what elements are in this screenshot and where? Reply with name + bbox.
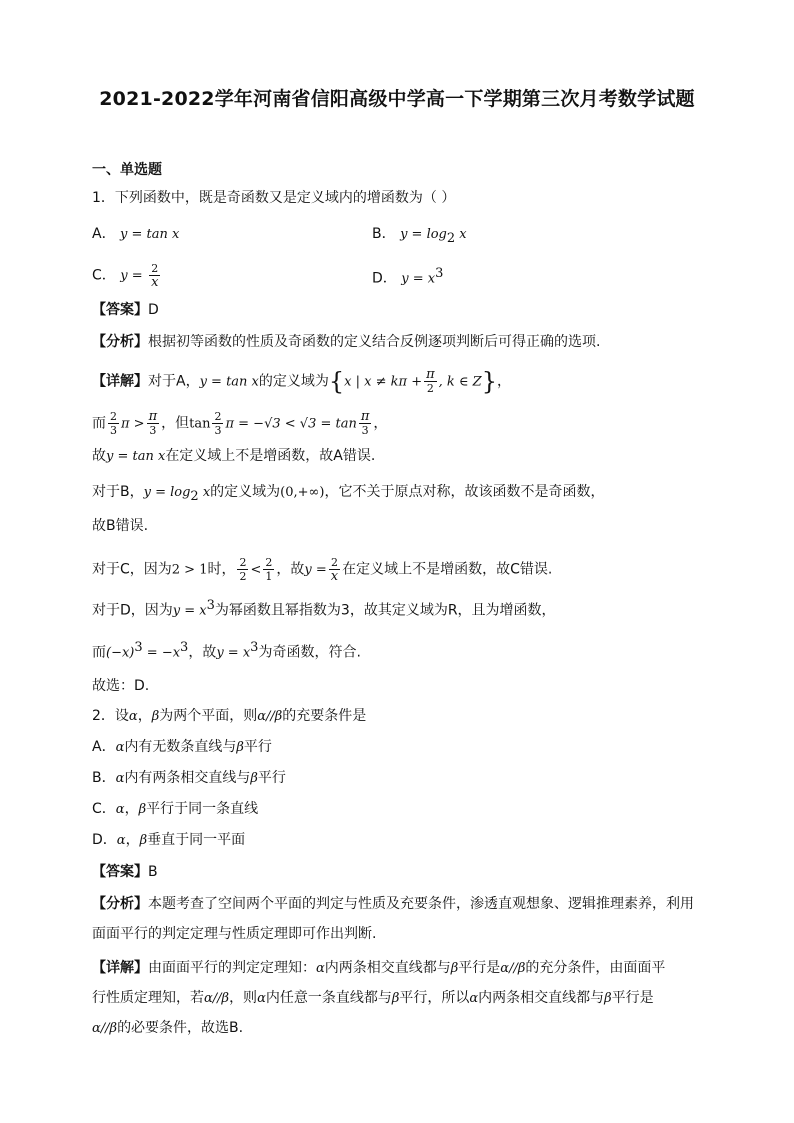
option-label: A． [92, 226, 116, 242]
q2-analysis-line-2: 面面平行的判定定理与性质定理即可作出判断. [92, 926, 377, 942]
detail-tag: 【详解】 [92, 373, 148, 390]
q1-stem: 1．下列函数中，既是奇函数又是定义域内的增函数为（ ） [92, 190, 456, 206]
q1-detail-line-5: 故B错误. [92, 518, 149, 534]
analysis-tag: 【分析】 [92, 334, 148, 350]
q2-answer [92, 862, 158, 882]
section-heading: 一、单选题 [92, 162, 162, 178]
q1-detail-line-4: 对于B，$y = \log_2 x$的定义域为(0,+∞)，它不关于原点对称，故该函数不是奇函数， [92, 484, 605, 504]
option-math: y = x [401, 271, 436, 287]
log-base: 2 [446, 230, 456, 246]
q2-option-d: D．α，β垂直于同一平面 [92, 832, 246, 848]
q2-detail-line-2: 行性质定理知，若α//β，则α内任意一条直线都与β平行，所以α内两条相交直线都与β平行是 [92, 990, 654, 1006]
q2-option-a: A．α内有无数条直线与β平行 [92, 739, 272, 755]
q1-detail-line-2: 而 $\frac{2}{3}$ π > $\frac{\pi}{3}$ ，但tan $\frac{2}{3}$ π = −√3 < √3 = tan $\frac{\pi}{3}$ ， [92, 409, 388, 437]
option-math: y = log [400, 227, 447, 242]
answer-value: D [148, 302, 159, 318]
q1-detail-line-8: 而$(-x)^3 = -x^3$，故$y = x^3$为奇函数，符合. [92, 640, 361, 661]
option-math: y = tan x [120, 227, 180, 242]
q1-answer [92, 300, 159, 320]
q1-detail-line-7: 对于D，因为$y = x^3$为幂函数且幂指数为3，故其定义域为R，且为增函数， [92, 598, 556, 619]
q2-detail-line-1: 【详解】由面面平行的判定定理知：α内两条相交直线都与β平行是α//β的充分条件，由面面平 [92, 960, 666, 976]
q1-detail-line-1: 【详解】对于A，y = tan x的定义域为{x | x ≠ kπ + $\frac{\pi}{2}$ , k ∈ Z}， [92, 367, 511, 396]
page-title: 2021-2022学年河南省信阳高级中学高一下学期第三次月考数学试题 [99, 88, 695, 110]
q2-detail-line-3: α//β的必要条件，故选B. [92, 1020, 244, 1036]
option-label: D． [372, 270, 397, 287]
q1-analysis [92, 332, 600, 352]
q1-detail-line-6: 对于C，因为2 > 1时， $\frac{2}{2}$ < $\frac{2}{1}$ ，故y = $\frac{2}{x}$ 在定义域上不是增函数，故C错误. [92, 556, 553, 584]
answer-tag: 【答案】 [92, 864, 148, 880]
fraction: $\frac{2}{x}$ [151, 262, 159, 290]
answer-tag: 【答案】 [92, 302, 148, 318]
q2-option-b: B．α内有两条相交直线与β平行 [92, 770, 286, 786]
analysis-text: 根据初等函数的性质及奇函数的定义结合反例逐项判断后可得正确的选项. [148, 334, 601, 350]
q2-stem: 2．设α，β为两个平面，则α//β的充要条件是 [92, 708, 367, 724]
q1-option-b [372, 224, 467, 249]
q1-detail-line-3: 故y = tan x在定义域上不是增函数，故A错误. [92, 448, 376, 464]
answer-value: B [148, 864, 158, 880]
q2-analysis-line-1: 【分析】本题考查了空间两个平面的判定与性质及充要条件，渗透直观想象、逻辑推理素养，利用 [92, 896, 694, 912]
q1-detail-line-9: 故选：D. [92, 678, 150, 694]
option-math: y = [120, 268, 143, 284]
option-label: C． [92, 267, 116, 284]
detail-tag: 【详解】 [92, 960, 148, 976]
q1-option-a [92, 224, 179, 245]
option-var: x [455, 227, 467, 242]
q1-option-c [92, 262, 162, 289]
q1-option-d: D． $y = x^3$ [372, 266, 444, 287]
q2-option-c: C．α，β平行于同一条直线 [92, 801, 259, 817]
option-label: B． [372, 226, 396, 242]
analysis-tag: 【分析】 [92, 896, 148, 912]
